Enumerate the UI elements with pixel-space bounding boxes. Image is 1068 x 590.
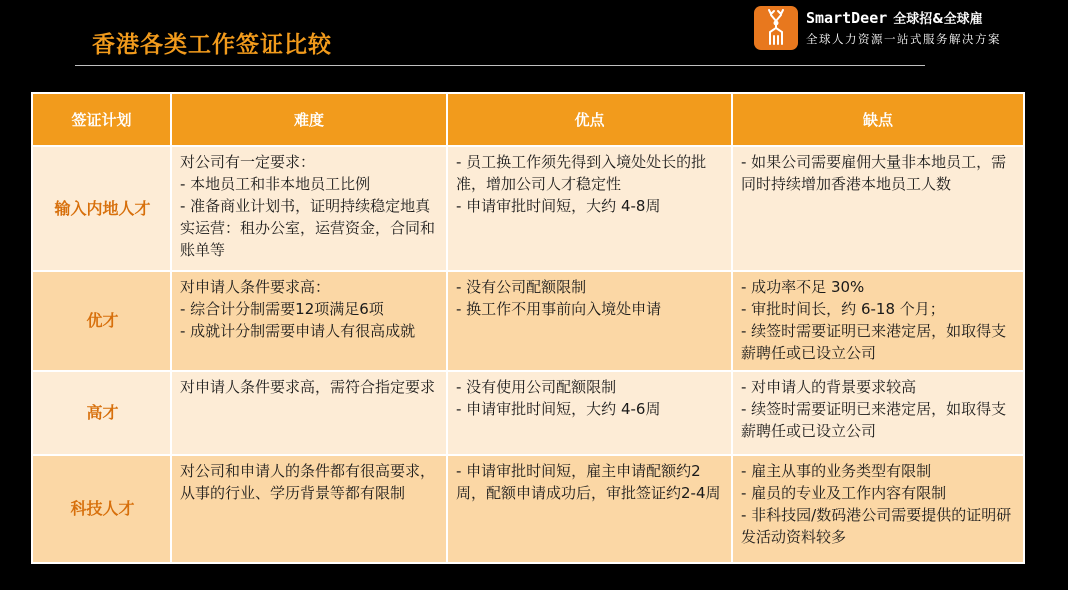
visa-plan-label: 输入内地人才 bbox=[32, 146, 171, 271]
pros-line: - 没有使用公司配额限制 bbox=[456, 378, 617, 396]
cons-line: - 如果公司需要雇佣大量非本地员工，需同时持续增加香港本地员工人数 bbox=[741, 153, 1007, 193]
title-divider bbox=[75, 65, 925, 66]
difficulty-line: - 成就计分制需要申请人有很高成就 bbox=[180, 322, 416, 340]
visa-plan-label: 高才 bbox=[32, 371, 171, 455]
cons-line: - 续签时需要证明已来港定居，如取得支薪聘任或已设立公司 bbox=[741, 322, 1007, 362]
cons-cell bbox=[732, 271, 1024, 371]
difficulty-line: - 综合计分制需要12项满足6项 bbox=[180, 300, 384, 318]
pros-line: - 申请审批时间短，雇主申请配额约2周，配额申请成功后，审批签证约2-4周 bbox=[456, 462, 721, 502]
cons-line: - 对申请人的背景要求较高 bbox=[741, 378, 917, 396]
difficulty-cell bbox=[171, 371, 447, 455]
difficulty-line: 对公司和申请人的条件都有很高要求，从事的行业、学历背景等都有限制 bbox=[180, 462, 436, 502]
deer-icon bbox=[754, 6, 798, 50]
pros-cell bbox=[447, 271, 732, 371]
pros-cell bbox=[447, 146, 732, 271]
page-title: 香港各类工作签证比较 bbox=[92, 32, 332, 58]
cons-line: - 审批时间长，约 6-18 个月； bbox=[741, 300, 945, 318]
difficulty-line: 对申请人条件要求高： bbox=[180, 278, 331, 296]
difficulty-line: - 准备商业计划书，证明持续稳定地真实运营：租办公室，运营资金，合同和账单等 bbox=[180, 197, 436, 259]
difficulty-line: 对公司有一定要求： bbox=[180, 153, 316, 171]
pros-line: - 申请审批时间短，大约 4-6周 bbox=[456, 400, 661, 418]
difficulty-cell bbox=[171, 271, 447, 371]
visa-plan-label: 优才 bbox=[32, 271, 171, 371]
header-pros: 优点 bbox=[447, 93, 732, 146]
pros-line: - 换工作不用事前向入境处申请 bbox=[456, 300, 662, 318]
pros-line: - 员工换工作须先得到入境处处长的批准，增加公司人才稳定性 bbox=[456, 153, 707, 193]
cons-cell bbox=[732, 371, 1024, 455]
header-visa-plan: 签证计划 bbox=[32, 93, 171, 146]
visa-plan-label: 科技人才 bbox=[32, 455, 171, 563]
table-row bbox=[32, 271, 1024, 371]
difficulty-line: - 本地员工和非本地员工比例 bbox=[180, 175, 371, 193]
table-row bbox=[32, 371, 1024, 455]
cons-cell bbox=[732, 455, 1024, 563]
table-row bbox=[32, 146, 1024, 271]
cons-line: - 非科技园/数码港公司需要提供的证明研发活动资料较多 bbox=[741, 506, 1012, 546]
cons-line: - 雇员的专业及工作内容有限制 bbox=[741, 484, 947, 502]
header-difficulty: 难度 bbox=[171, 93, 447, 146]
table-header-row bbox=[32, 93, 1024, 146]
pros-line: - 没有公司配额限制 bbox=[456, 278, 587, 296]
brand-name: SmartDeer 全球招&全球雇 bbox=[806, 9, 983, 27]
brand-logo bbox=[754, 6, 1064, 50]
brand-tagline: 全球人力资源一站式服务解决方案 bbox=[806, 32, 1001, 46]
table-row bbox=[32, 455, 1024, 563]
difficulty-cell bbox=[171, 146, 447, 271]
difficulty-cell bbox=[171, 455, 447, 563]
header-cons: 缺点 bbox=[732, 93, 1024, 146]
cons-line: - 成功率不足 30% bbox=[741, 278, 865, 296]
pros-cell bbox=[447, 371, 732, 455]
visa-comparison-table bbox=[31, 92, 1025, 564]
difficulty-line: 对申请人条件要求高，需符合指定要求 bbox=[180, 378, 436, 396]
cons-cell bbox=[732, 146, 1024, 271]
pros-cell bbox=[447, 455, 732, 563]
cons-line: - 雇主从事的业务类型有限制 bbox=[741, 462, 932, 480]
cons-line: - 续签时需要证明已来港定居，如取得支薪聘任或已设立公司 bbox=[741, 400, 1007, 440]
pros-line: - 申请审批时间短，大约 4-8周 bbox=[456, 197, 661, 215]
